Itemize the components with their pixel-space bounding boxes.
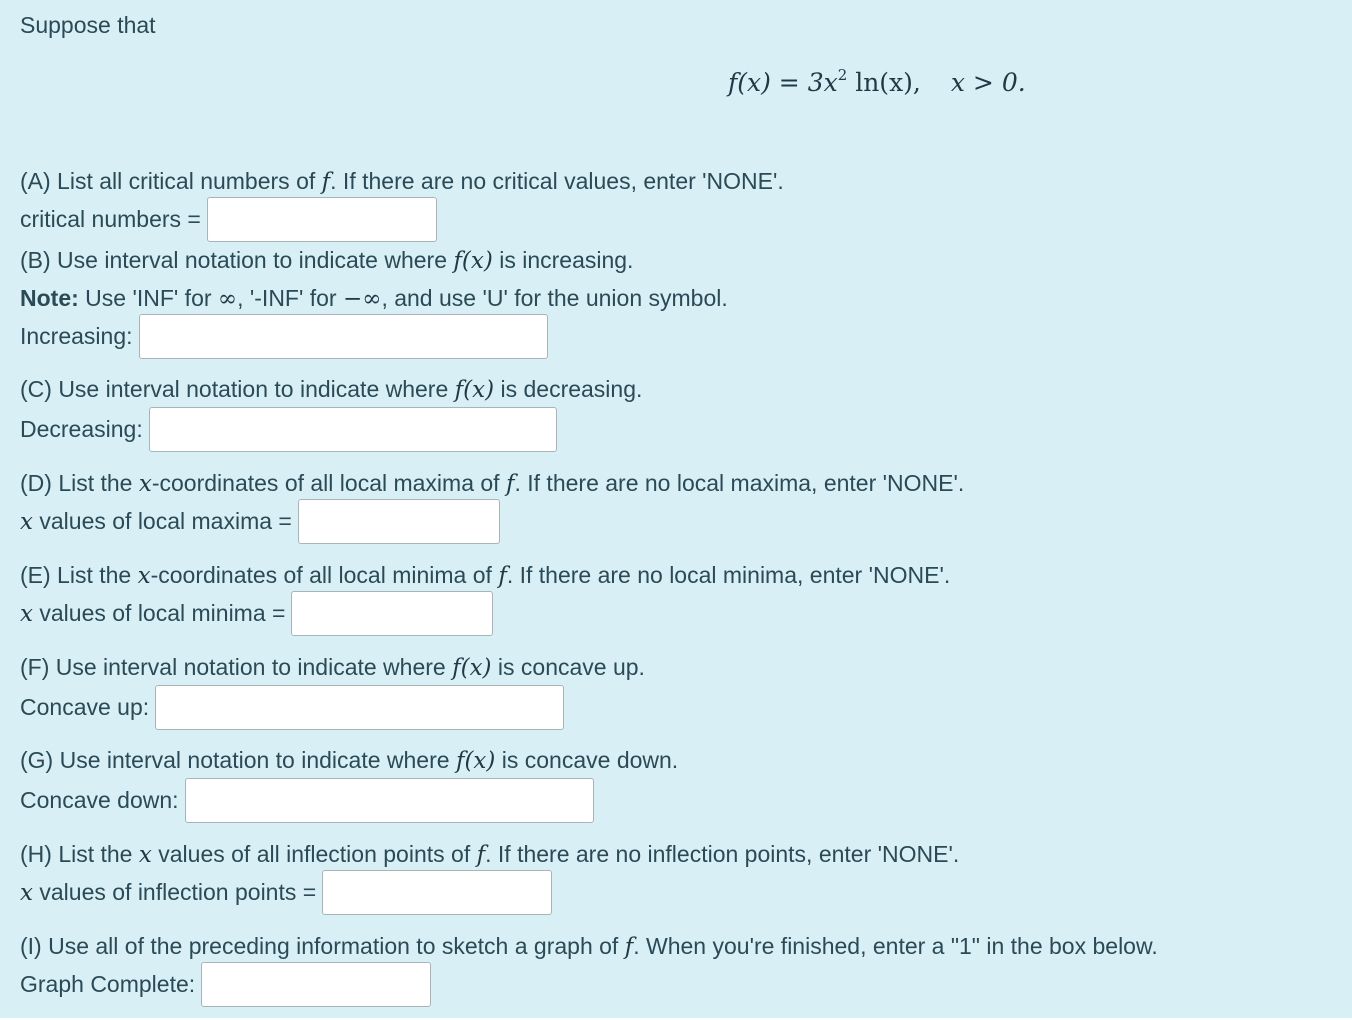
formula-exponent: 2 [837,66,848,84]
concave-up-input[interactable] [155,685,564,730]
part-d-question: (D) List the x-coordinates of all local maxima of f. If there are no local maxima, enter 'NONE'. [20,470,965,497]
infinity-symbol: ∞ [217,286,238,312]
graph-complete-label: Graph Complete: [20,971,196,997]
concave-up-label: Concave up: [20,694,150,720]
inflection-points-input[interactable] [322,870,552,915]
concave-down-input[interactable] [185,778,594,823]
part-g-question: (G) Use interval notation to indicate where f(x) is concave down. [20,747,679,774]
graph-complete-input[interactable] [201,962,431,1007]
note-text: Note: Use 'INF' for ∞, '-INF' for −∞, and use 'U' for the union symbol. [20,285,728,312]
local-maxima-input[interactable] [298,499,500,544]
critical-numbers-label: critical numbers = [20,206,201,232]
part-d-answer-row [20,499,500,544]
decreasing-input[interactable] [149,407,557,452]
formula-rhs: ln(x), [847,68,921,97]
part-b-answer-row [20,314,548,359]
part-f-question: (F) Use interval notation to indicate where f(x) is concave up. [20,654,645,681]
part-i-answer-row [20,962,431,1007]
part-i-question: (I) Use all of the preceding information to sketch a graph of f. When you're finished, enter a "1" in the box below. [20,933,1158,960]
function-formula [728,66,1026,97]
part-a-answer-row [20,197,437,242]
increasing-label: Increasing: [20,323,133,349]
part-h-question: (H) List the x values of all inflection points of f. If there are no inflection points, enter 'NONE'. [20,841,960,868]
local-maxima-label: x values of local maxima = [20,508,292,535]
part-g-answer-row [20,778,594,823]
part-e-question: (E) List the x-coordinates of all local minima of f. If there are no local minima, enter 'NONE'. [20,562,951,589]
part-c-answer-row [20,407,557,452]
intro-text: Suppose that [20,12,156,38]
part-f-answer-row [20,685,564,730]
local-minima-label: x values of local minima = [20,600,286,627]
neg-infinity-symbol: −∞ [343,286,382,312]
local-minima-input[interactable] [291,591,493,636]
part-e-answer-row [20,591,493,636]
critical-numbers-input[interactable] [207,197,437,242]
formula-condition: x > 0. [950,68,1026,97]
part-h-answer-row [20,870,552,915]
increasing-input[interactable] [139,314,548,359]
part-b-question: (B) Use interval notation to indicate where f(x) is increasing. [20,247,634,274]
decreasing-label: Decreasing: [20,416,143,442]
concave-down-label: Concave down: [20,787,179,813]
part-c-question: (C) Use interval notation to indicate where f(x) is decreasing. [20,376,643,403]
inflection-points-label: x values of inflection points = [20,879,317,906]
part-a-question: (A) List all critical numbers of f. If there are no critical values, enter 'NONE'. [20,168,784,195]
formula-lhs: f(x) = 3x [728,68,838,97]
